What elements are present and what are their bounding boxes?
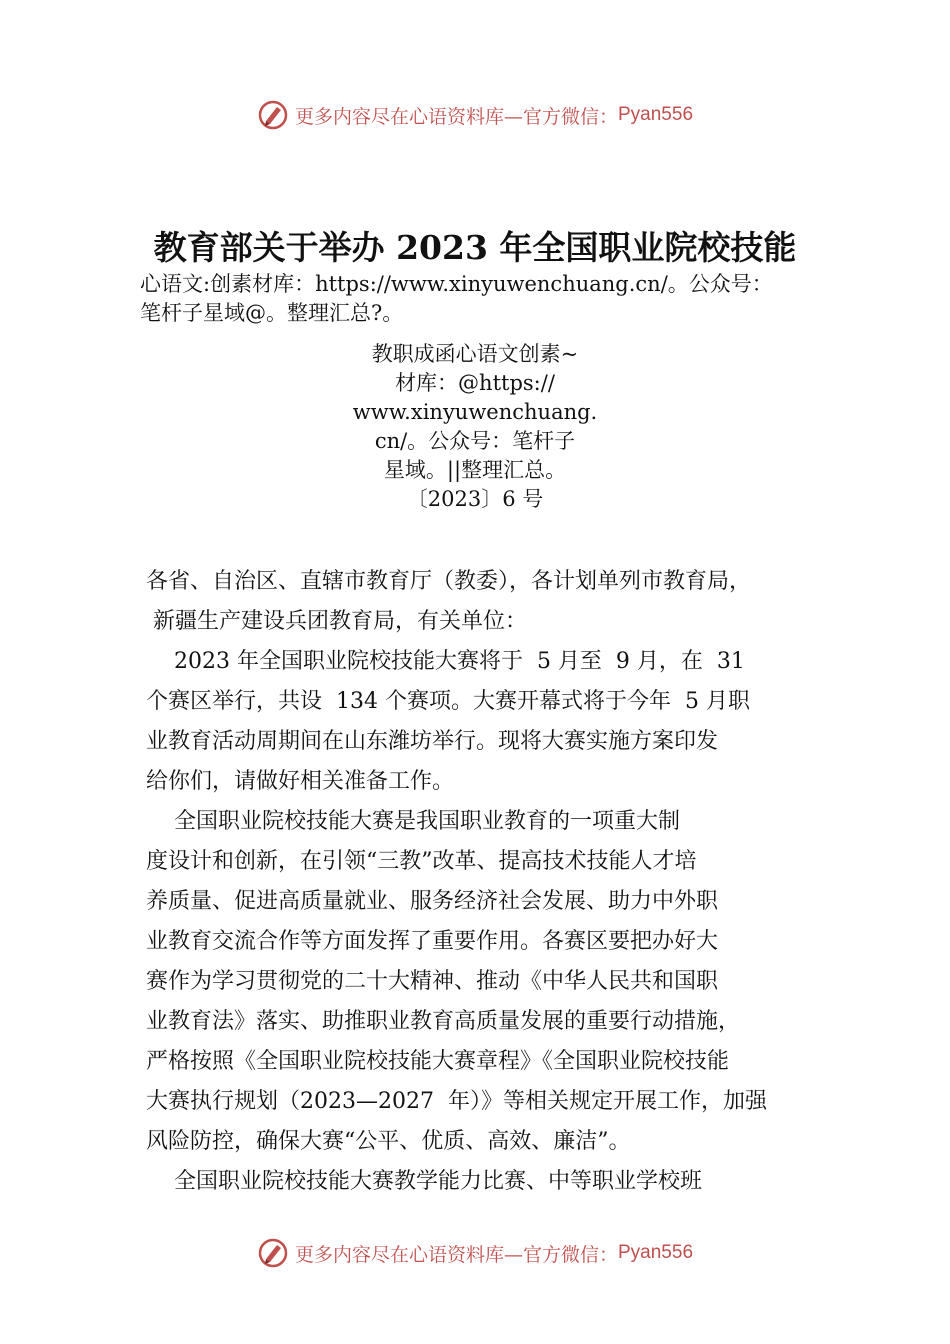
paragraph-line: 度设计和创新，在引领“三教”改革、提高技术技能人才培 — [146, 849, 697, 874]
addressee-line: 新疆生产建设兵团教育局，有关单位： — [146, 609, 527, 634]
watermark-line-1: 心语文:创素材库：https://www.xinyuwenchuang.cn/。公众号： — [140, 272, 773, 296]
banner-text: 更多内容尽在心语资料库—官方微信： — [294, 1243, 618, 1266]
paragraph-line: 全国职业院校技能大赛教学能力比赛、中等职业学校班 — [146, 1169, 702, 1194]
docnum-line: 星域。||整理汇总。 — [383, 458, 567, 482]
watermark-line-2: 笔杆子星域@。整理汇总?。 — [140, 301, 404, 325]
docnum-line: cn/。公众号：笔杆子 — [374, 429, 576, 453]
wechat-id: Pyan556 — [618, 104, 694, 125]
addressee-line: 各省、自治区、直辖市教育厅（教委），各计划单列市教育局， — [146, 569, 752, 594]
docnum-line: 〔2023〕6 号 — [406, 487, 544, 511]
docnum-line: 材库：@https:// — [395, 371, 555, 395]
paragraph-1 — [146, 642, 826, 802]
paragraph-line: 风险防控，确保大赛“公平、优质、高效、廉洁”。 — [146, 1129, 631, 1154]
paragraph-line: 2023 年全国职业院校技能大赛将于 5 月至 9 月，在 31 — [146, 649, 745, 674]
paragraph-line: 业教育活动周期间在山东潍坊举行。现将大赛实施方案印发 — [146, 729, 719, 754]
brand-logo-icon — [257, 1237, 289, 1269]
paragraph-line: 赛作为学习贯彻党的二十大精神、推动《中华人民共和国职 — [146, 969, 719, 994]
paragraph-line: 养质量、促进高质量就业、服务经济社会发展、助力中外职 — [146, 889, 719, 914]
header-banner — [0, 95, 950, 135]
paragraph-line: 严格按照《全国职业院校技能大赛章程》《全国职业院校技能 — [146, 1049, 730, 1074]
paragraph-line: 个赛区举行，共设 134 个赛项。大赛开幕式将于今年 5 月职 — [146, 689, 750, 714]
docnum-line: www.xinyuwenchuang. — [352, 400, 598, 424]
document-title: 教育部关于举办 2023 年全国职业院校技能 — [153, 228, 797, 267]
paragraph-3 — [146, 1162, 826, 1202]
footer-banner — [0, 1233, 950, 1273]
brand-logo-icon — [257, 99, 289, 131]
paragraph-line: 业教育法》落实、助推职业教育高质量发展的重要行动措施， — [146, 1009, 741, 1034]
paragraph-line: 大赛执行规划（2023—2027 年）》等相关规定开展工作，加强 — [146, 1089, 767, 1114]
wechat-id: Pyan556 — [618, 1242, 694, 1263]
banner-text: 更多内容尽在心语资料库—官方微信： — [294, 105, 618, 128]
docnum-line: 教职成函心语文创素~ — [371, 342, 579, 366]
paragraph-line: 全国职业院校技能大赛是我国职业教育的一项重大制 — [146, 809, 680, 834]
paragraph-line: 业教育交流合作等方面发挥了重要作用。各赛区要把办好大 — [146, 929, 719, 954]
paragraph-line: 给你们，请做好相关准备工作。 — [146, 769, 455, 794]
document-number-block — [300, 340, 650, 514]
paragraph-2 — [146, 802, 826, 1162]
addressee — [146, 562, 826, 642]
